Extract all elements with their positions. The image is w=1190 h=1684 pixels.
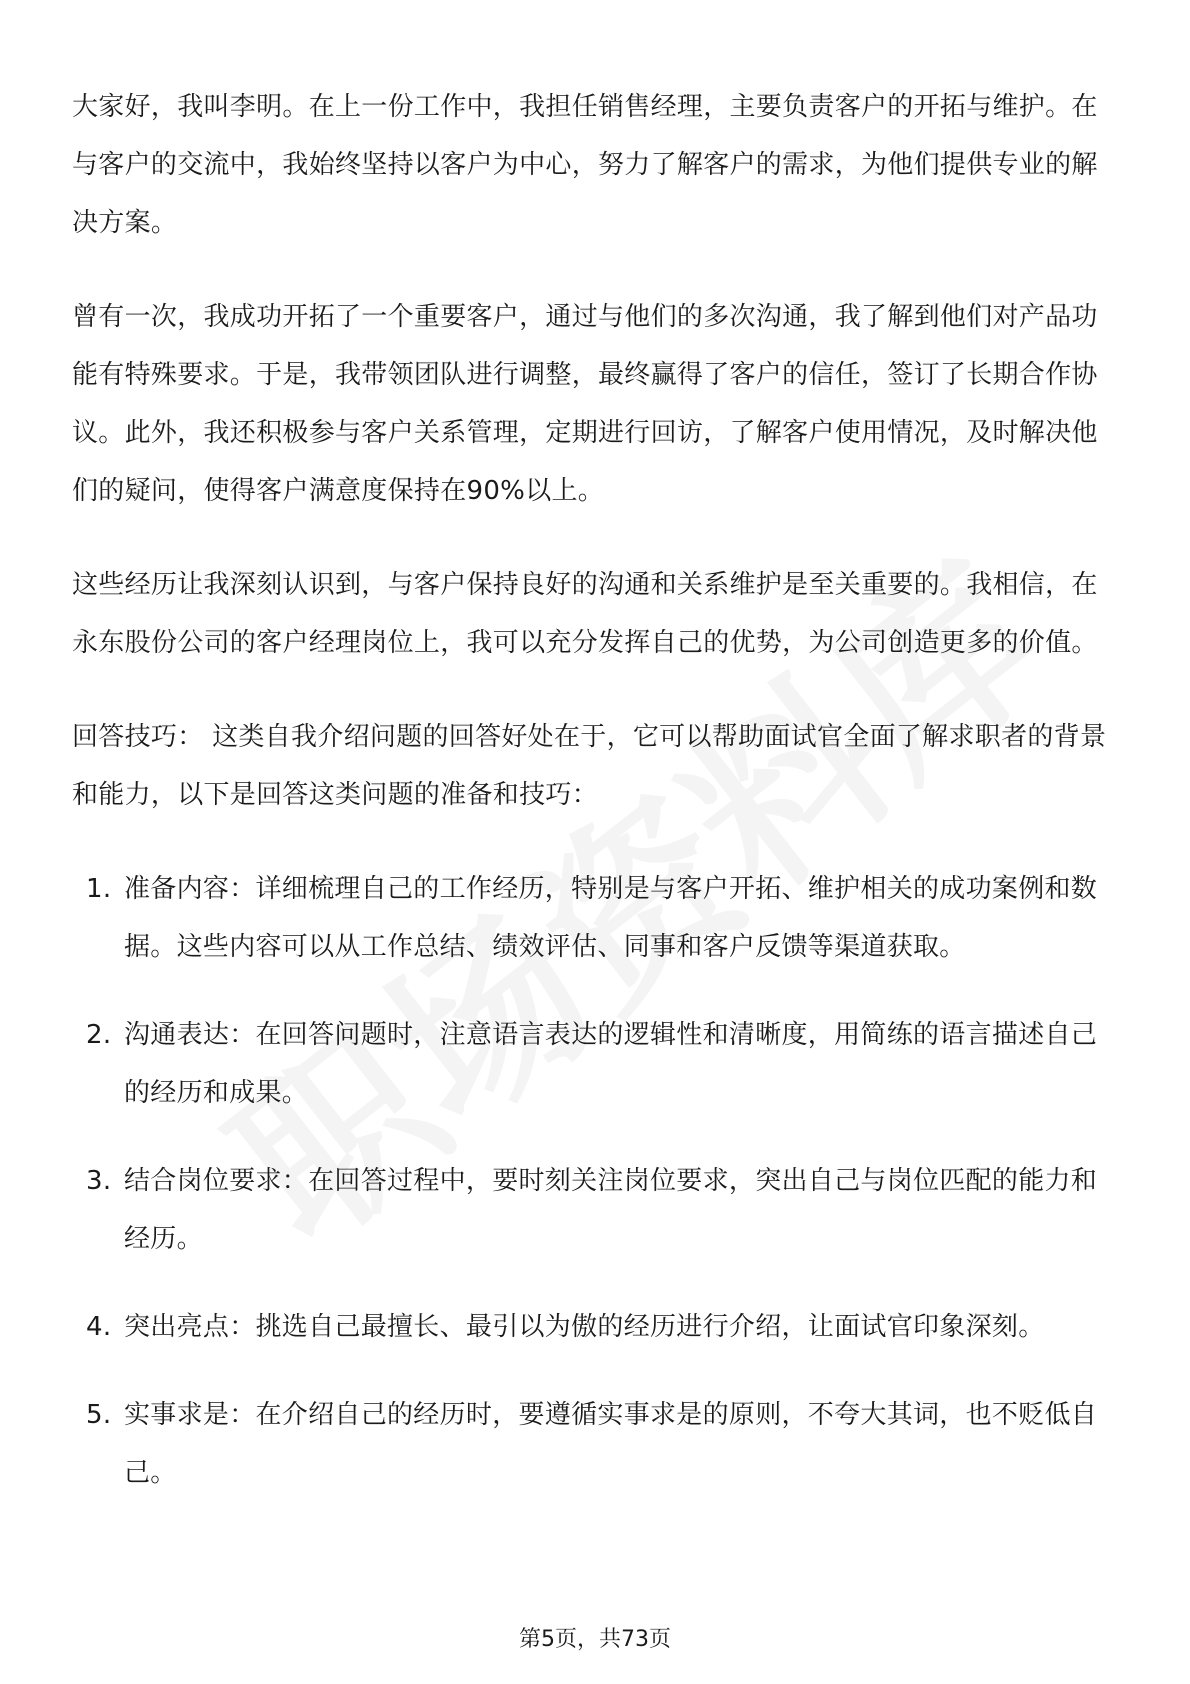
- list-item: [72, 860, 1122, 976]
- paragraph-experience: 曾有一次，我成功开拓了一个重要客户，通过与他们的多次沟通，我了解到他们对产品功能有特殊要求。于是，我带领团队进行调整，最终赢得了客户的信任，签订了长期合作协议。此外，我还积极参与客户关系管理，定期进行回访，了解客户使用情况，及时解决他们的疑问，使得客户满意度保持在90%以上。: [72, 302, 1098, 506]
- tips-list: [72, 860, 1122, 1502]
- list-item-number: 3.: [86, 1166, 112, 1196]
- list-item: [72, 1298, 1122, 1356]
- list-item-text: 结合岗位要求：在回答过程中，要时刻关注岗位要求，突出自己与岗位匹配的能力和经历。: [124, 1166, 1098, 1254]
- list-item-number: 5.: [86, 1400, 112, 1430]
- paragraph-answer-tips: 回答技巧： 这类自我介绍问题的回答好处在于，它可以帮助面试官全面了解求职者的背景和能力，以下是回答这类问题的准备和技巧：: [72, 722, 1107, 810]
- list-item-text: 实事求是：在介绍自己的经历时，要遵循实事求是的原则，不夸大其词，也不贬低自己。: [124, 1400, 1098, 1488]
- list-item-number: 1.: [86, 874, 112, 904]
- list-item-text: 沟通表达：在回答问题时，注意语言表达的逻辑性和清晰度，用简练的语言描述自己的经历和成果。: [124, 1020, 1098, 1108]
- document-body: [72, 78, 1122, 1532]
- paragraph-conclusion: 这些经历让我深刻认识到，与客户保持良好的沟通和关系维护是至关重要的。我相信，在永东股份公司的客户经理岗位上，我可以充分发挥自己的优势，为公司创造更多的价值。: [72, 570, 1098, 658]
- list-item: [72, 1152, 1122, 1268]
- list-item-text: 准备内容：详细梳理自己的工作经历，特别是与客户开拓、维护相关的成功案例和数据。这些内容可以从工作总结、绩效评估、同事和客户反馈等渠道获取。: [124, 874, 1098, 962]
- list-item: [72, 1386, 1122, 1502]
- list-item: [72, 1006, 1122, 1122]
- page-number-footer: 第5页，共73页: [519, 1627, 671, 1652]
- list-item-number: 4.: [86, 1312, 112, 1342]
- list-item-number: 2.: [86, 1020, 112, 1050]
- paragraph-intro: 大家好，我叫李明。在上一份工作中，我担任销售经理，主要负责客户的开拓与维护。在与客户的交流中，我始终坚持以客户为中心，努力了解客户的需求，为他们提供专业的解决方案。: [72, 92, 1098, 238]
- list-item-text: 突出亮点：挑选自己最擅长、最引以为傲的经历进行介绍，让面试官印象深刻。: [124, 1312, 1045, 1342]
